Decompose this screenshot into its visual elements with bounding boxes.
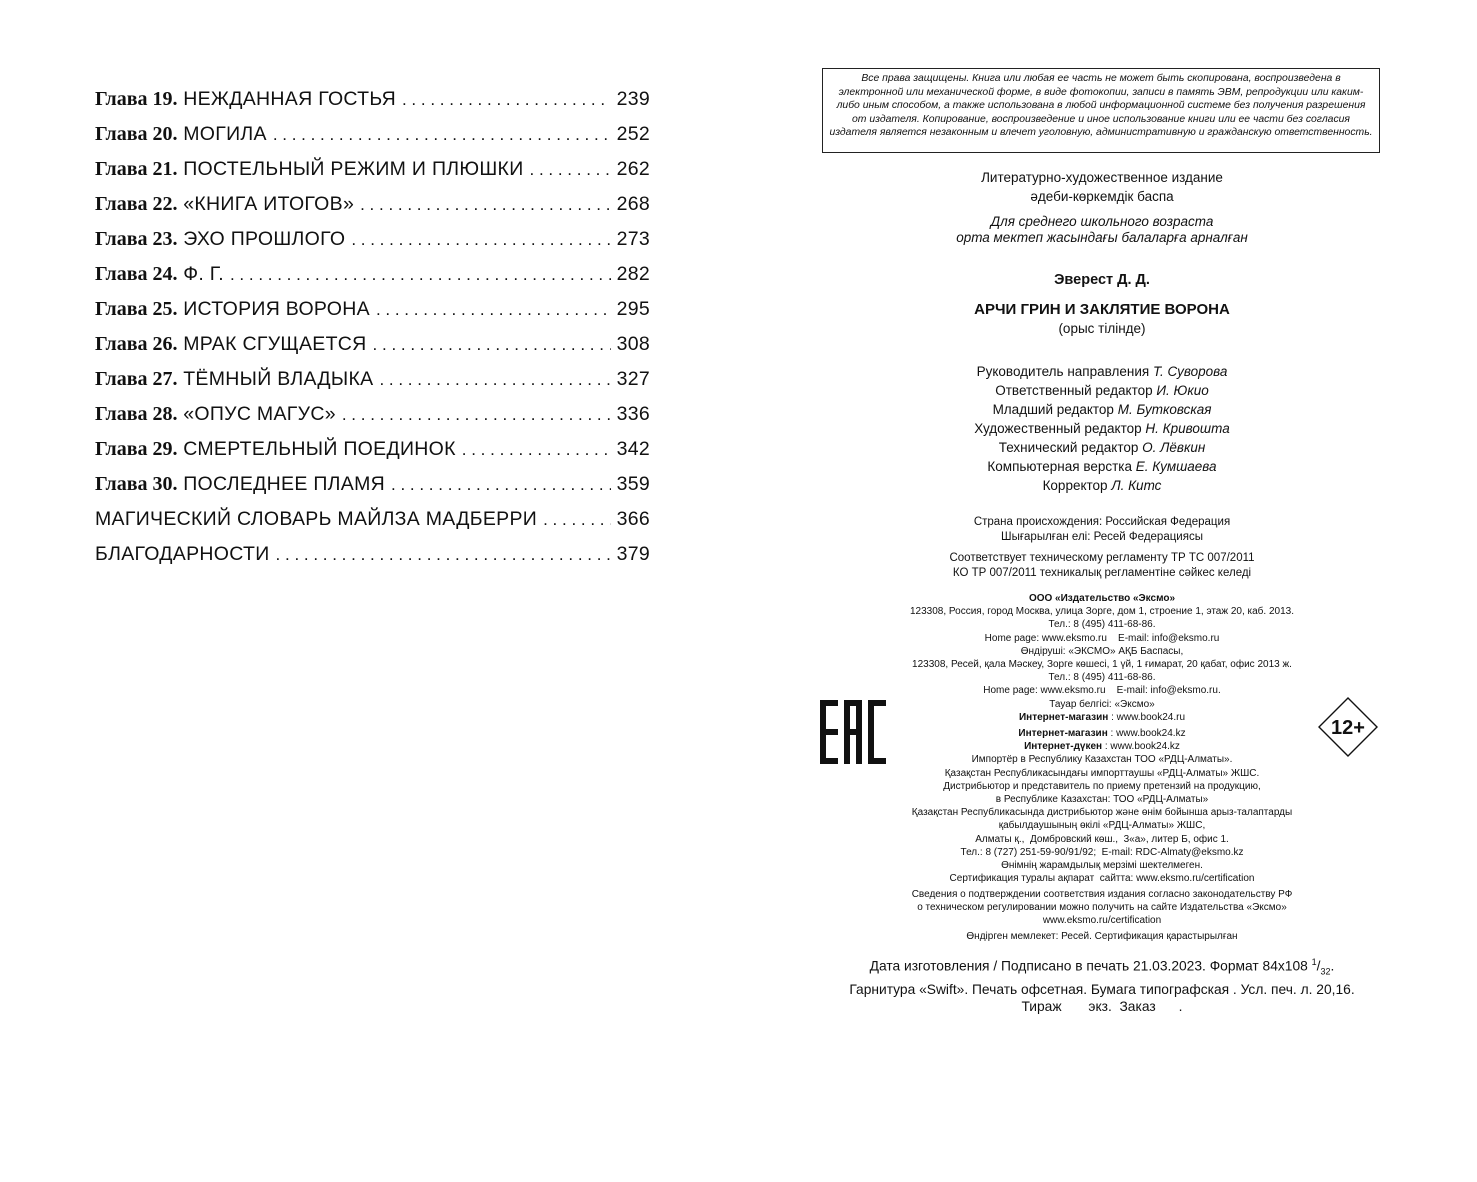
book-title: АРЧИ ГРИН И ЗАКЛЯТИЕ ВОРОНА (974, 301, 1230, 318)
online-shop-line (800, 740, 1404, 753)
edition-type-block (800, 168, 1404, 246)
origin-ru: Страна происхождения: Российская Федерация (973, 516, 1231, 528)
age-rating-label: 12+ (1331, 717, 1365, 739)
toc-leader-dots (530, 160, 611, 180)
staff-name: Л. Китс (1111, 478, 1162, 493)
toc-entry (95, 263, 650, 298)
certification-block (800, 888, 1404, 928)
toc-leader-dots (543, 510, 610, 530)
toc-chapter-title: ЭХО ПРОШЛОГО (183, 228, 346, 250)
staff-role: Художественный редактор (974, 421, 1142, 436)
toc-page-number: 379 (616, 543, 650, 565)
staff-name: Т. Суворова (1152, 364, 1228, 379)
toc-leader-dots (373, 335, 611, 355)
toc-entry (95, 298, 650, 333)
toc-chapter-title: ТЁМНЫЙ ВЛАДЫКА (183, 368, 374, 390)
certification-line: о техническом регулировании можно получить на сайте Издательства «Эксмо» (917, 902, 1287, 914)
staff-name: Н. Кривошта (1145, 421, 1230, 436)
toc-leader-dots (360, 195, 610, 215)
toc-leader-dots (391, 475, 611, 495)
toc-chapter-number: Глава 21. (95, 158, 178, 180)
author-name: Эверест Д. Д. (1054, 272, 1150, 288)
toc-entry (95, 473, 650, 508)
title-block (800, 270, 1404, 338)
toc-entry (95, 228, 650, 263)
toc-chapter-number: Глава 19. (95, 88, 178, 110)
staff-name: И. Юкио (1156, 383, 1209, 398)
toc-chapter-title: ИСТОРИЯ ВОРОНА (183, 298, 370, 320)
toc-chapter-title: МАГИЧЕСКИЙ СЛОВАРЬ МАЙЛЗА МАДБЕРРИ (95, 508, 538, 530)
toc-page-number: 366 (616, 508, 650, 530)
toc-entry (95, 88, 650, 123)
toc-chapter-title: ПОСЛЕДНЕЕ ПЛАМЯ (183, 473, 386, 495)
toc-chapter-title: БЛАГОДАРНОСТИ (95, 543, 270, 565)
toc-chapter-number: Глава 25. (95, 298, 178, 320)
toc-page-number: 359 (616, 473, 650, 495)
toc-entry (95, 333, 650, 368)
edition-type-kz: әдеби-көркемдік баспа (1030, 189, 1174, 204)
toc-chapter-title: ПОСТЕЛЬНЫЙ РЕЖИМ И ПЛЮШКИ (183, 158, 524, 180)
toc-chapter-number: Глава 22. (95, 193, 178, 215)
staff-role: Младший редактор (992, 402, 1114, 417)
age-group-kz: орта мектеп жасындағы балаларға арналған (956, 230, 1248, 245)
importer-line: Дистрибьютор и представитель по приему претензий на продукцию, (943, 780, 1261, 792)
toc-chapter-title: СМЕРТЕЛЬНЫЙ ПОЕДИНОК (183, 438, 456, 460)
importer-line: Алматы қ., Домбровский көш., 3«а», литер Б, офис 1. (975, 833, 1229, 845)
staff-list (800, 362, 1404, 495)
online-shop-label: Интернет-дүкен (1024, 741, 1103, 753)
toc-chapter-title: «ОПУС МАГУС» (183, 403, 336, 425)
publisher-line: 123308, Россия, город Москва, улица Зорге, дом 1, строение 1, этаж 20, каб. 2013. (910, 606, 1294, 618)
toc-page-number: 308 (616, 333, 650, 355)
staff-role: Корректор (1042, 478, 1108, 493)
certification-line: www.eksmo.ru/certification (1042, 915, 1162, 927)
toc-chapter-number: Глава 23. (95, 228, 178, 250)
toc-entry (95, 368, 650, 403)
staff-entry (800, 362, 1404, 381)
staff-entry (800, 381, 1404, 400)
publisher-line: Home page: www.eksmo.ru E-mail: info@eksmo.ru (984, 632, 1220, 644)
language-note: (орыс тілінде) (1058, 321, 1146, 336)
staff-role: Технический редактор (998, 440, 1139, 455)
toc-page-number: 327 (616, 368, 650, 390)
online-shop-url: : www.book24.kz (1110, 728, 1186, 740)
importer-line: Сертификация туралы ақпарат сайтта: www.eksmo.ru/certification (949, 873, 1255, 885)
publisher-line: Тел.: 8 (495) 411-68-86. (1048, 672, 1156, 684)
online-shop-label: Интернет-магазин (1018, 728, 1108, 740)
print-line-3: Тираж экз. Заказ . (1021, 999, 1183, 1015)
online-shop-label: Интернет-магазин (1018, 711, 1109, 723)
origin-block (800, 515, 1404, 581)
print-details (800, 954, 1404, 1016)
toc-entry (95, 158, 650, 193)
eac-mark-icon (820, 700, 886, 764)
publisher-name: ООО «Издательство «Эксмо» (1028, 593, 1176, 604)
toc-page-number: 252 (616, 123, 650, 145)
edition-type-ru: Литературно-художественное издание (981, 170, 1223, 185)
publisher-line: Өндіруші: «ЭКСМО» АҚБ Баспасы, (1020, 645, 1184, 657)
staff-entry (800, 419, 1404, 438)
toc-chapter-number: Глава 30. (95, 473, 178, 495)
publisher-line: 123308, Ресей, қала Мәскеу, Зорге көшесі, 1 үй, 1 ғимарат, 20 қабат, офис 2013 ж. (912, 659, 1292, 671)
toc-chapter-title: Ф. Г. (183, 263, 224, 285)
publisher-block (800, 592, 1404, 885)
age-rating-icon (1318, 697, 1378, 757)
toc-chapter-title: МРАК СГУЩАЕТСЯ (183, 333, 367, 355)
toc-chapter-number: Глава 28. (95, 403, 178, 425)
toc-page-number: 273 (616, 228, 650, 250)
toc-page-number: 282 (616, 263, 650, 285)
age-group-ru: Для среднего школьного возраста (990, 214, 1214, 229)
toc-chapter-number: Глава 29. (95, 438, 178, 460)
toc-leader-dots (273, 125, 611, 145)
toc-page-number: 239 (616, 88, 650, 110)
staff-name: М. Бутковская (1117, 402, 1212, 417)
staff-name: О. Лёвкин (1142, 440, 1206, 455)
staff-entry (800, 457, 1404, 476)
online-shop-url: : www.book24.kz (1104, 741, 1180, 753)
toc-entry (95, 543, 650, 578)
toc-entry (95, 508, 650, 543)
publisher-line: Тел.: 8 (495) 411-68-86. (1048, 619, 1156, 631)
certification-line: Сведения о подтверждении соответствия издания согласно законодательству РФ (911, 889, 1293, 900)
staff-entry (800, 438, 1404, 457)
toc-entry (95, 403, 650, 438)
toc-entry (95, 193, 650, 228)
importer-line: Қазақстан Республикасында дистрибьютор және өнім бойынша арыз-талаптарды (911, 807, 1293, 819)
toc-chapter-title: МОГИЛА (183, 123, 267, 145)
toc-chapter-title: НЕЖДАННАЯ ГОСТЬЯ (183, 88, 396, 110)
publisher-line: Home page: www.eksmo.ru E-mail: info@eksmo.ru. (983, 685, 1221, 697)
online-shop-line (800, 727, 1404, 740)
staff-role: Ответственный редактор (995, 383, 1153, 398)
staff-role: Руководитель направления (976, 364, 1150, 379)
toc-chapter-number: Глава 20. (95, 123, 178, 145)
toc-page-number: 342 (616, 438, 650, 460)
toc-leader-dots (230, 265, 611, 285)
table-of-contents (95, 88, 650, 578)
toc-leader-dots (276, 545, 611, 565)
toc-leader-dots (351, 230, 610, 250)
online-shop-line (800, 711, 1404, 724)
toc-leader-dots (402, 90, 611, 110)
importer-line: Импортёр в Республику Казахстан ТОО «РДЦ-Алматы». (971, 754, 1233, 766)
origin-kz: Шығарылған елі: Ресей Федерациясы (1001, 531, 1203, 543)
toc-leader-dots (462, 440, 611, 460)
copyright-notice: Все права защищены. Книга или любая ее часть не может быть скопирована, воспроизведена в электронной или механической форме, в виде фотокопии, записи в память ЭВМ, репродукции или каким-либо иным способом, а также использована в любой информационной системе без получения разрешения от издателя. Копирование, воспроизведение и иное использование книги или ее части без согласия издателя является незаконным и влечет уголовную, административную и гражданскую ответственность. (822, 68, 1380, 153)
importer-line: Өнімнің жарамдылық мерзімі шектелмеген. (1001, 860, 1203, 872)
origin-state-kz: Өндірген мемлекет: Ресей. Сертификация қарастырылған (966, 931, 1238, 942)
importer-line: в Республике Казахстан: ТОО «РДЦ-Алматы» (995, 794, 1209, 806)
importer-line: қабылдаушының өкілі «РДЦ-Алматы» ЖШС, (998, 820, 1206, 832)
toc-page-number: 262 (616, 158, 650, 180)
toc-leader-dots (342, 405, 611, 425)
regulation-ru: Соответствует техническому регламенту ТР ТС 007/2011 (949, 552, 1255, 564)
importer-line: Қазақстан Республикасындағы импорттаушы «РДЦ-Алматы» ЖШС. (944, 767, 1260, 779)
staff-entry (800, 400, 1404, 419)
toc-chapter-number: Глава 24. (95, 263, 178, 285)
toc-leader-dots (376, 300, 611, 320)
toc-page-number: 336 (616, 403, 650, 425)
online-shop-url: : www.book24.ru (1111, 711, 1186, 723)
importer-line: Тел.: 8 (727) 251-59-90/91/92; E-mail: RDC-Almaty@eksmo.kz (960, 846, 1244, 858)
regulation-kz: КО ТР 007/2011 техникалық регламентіне сәйкес келеді (952, 567, 1252, 579)
print-line-2: Гарнитура «Swift». Печать офсетная. Бумага типографская . Усл. печ. л. 20,16. (849, 981, 1355, 997)
toc-entry (95, 123, 650, 158)
toc-leader-dots (379, 370, 610, 390)
publisher-line: Тауар белгісі: «Эксмо» (1049, 698, 1155, 710)
toc-entry (95, 438, 650, 473)
staff-entry (800, 476, 1404, 495)
toc-chapter-number: Глава 26. (95, 333, 178, 355)
staff-role: Компьютерная верстка (987, 459, 1132, 474)
print-line-1: Дата изготовления / Подписано в печать 21.03.2023. Формат 84x108 $^1/_{32}$. (869, 957, 1335, 977)
toc-chapter-title: «КНИГА ИТОГОВ» (183, 193, 355, 215)
staff-name: Е. Кумшаева (1135, 459, 1217, 474)
toc-page-number: 295 (616, 298, 650, 320)
toc-chapter-number: Глава 27. (95, 368, 178, 390)
toc-page-number: 268 (616, 193, 650, 215)
